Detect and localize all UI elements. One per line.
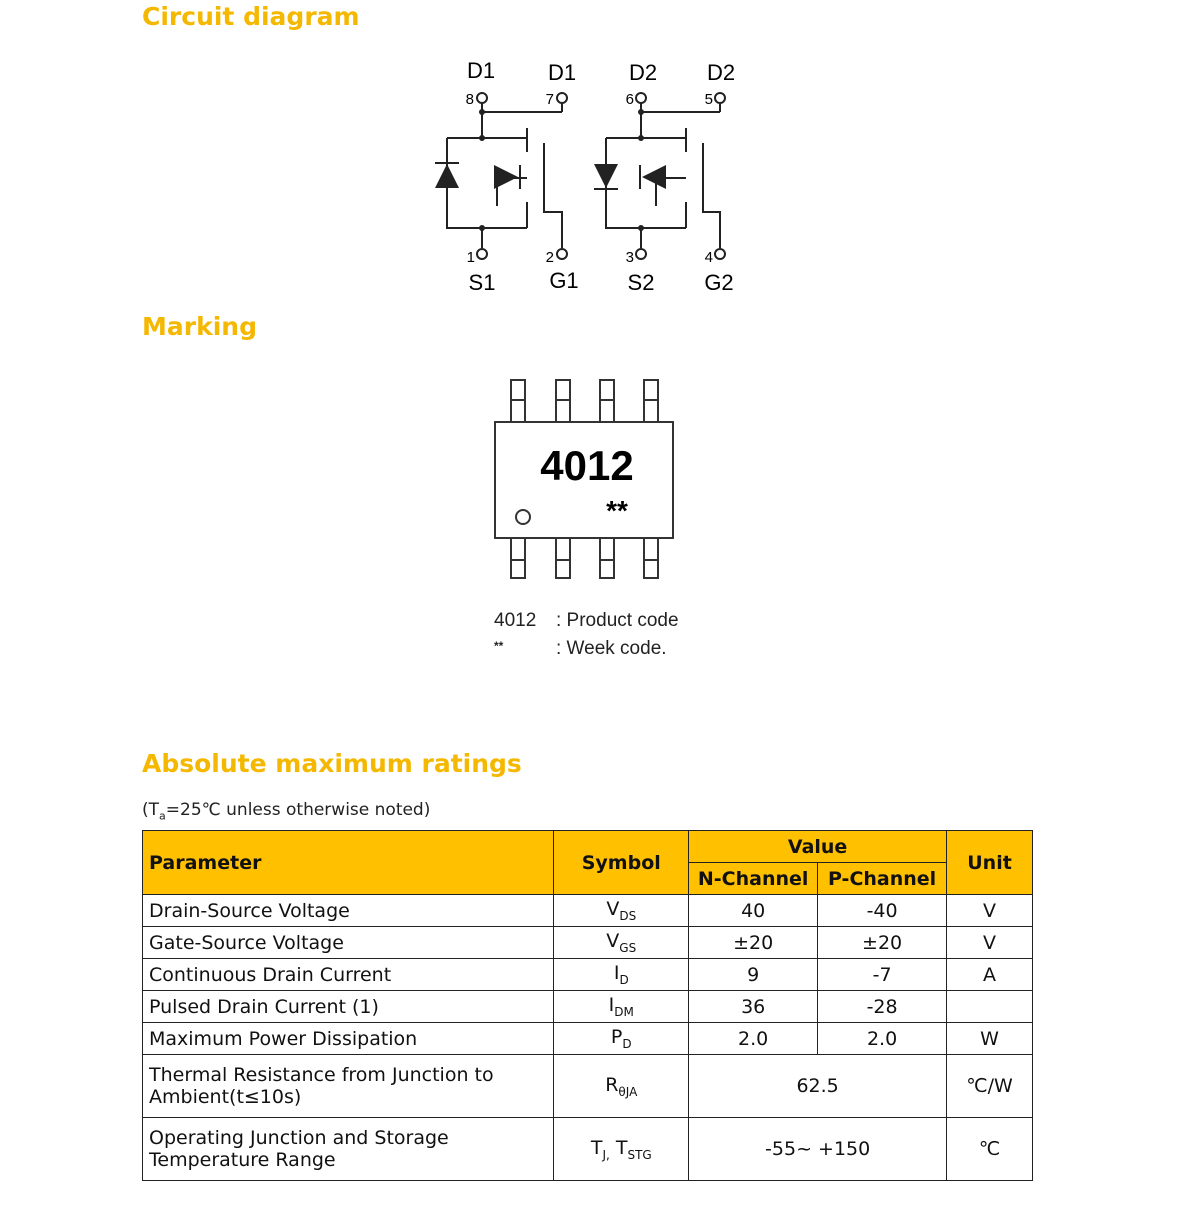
circuit-diagram-heading: Circuit diagram [142,2,360,31]
pin-number-7: 7 [545,91,554,108]
table-row: Thermal Resistance from Junction to Ambient(t≤10s) $R_{\theta JA}$ 62.5 ℃/W [143,1055,1033,1118]
marking-heading: Marking [142,312,257,341]
pin-number-1: 1 [466,249,475,266]
pin-number-8: 8 [465,91,474,108]
pin-label-5: D2 [706,60,736,85]
legend-desc: : Product code [556,610,679,631]
product-code-mark: 4012 [540,442,634,489]
legend-key: ** [494,639,504,653]
header-unit: Unit [947,831,1033,895]
pin-label-4: G2 [704,270,734,295]
table-row: Operating Junction and Storage Temperature Range $T_{J,}$ $T_{STG}$ -55~ +150 ℃ [143,1118,1033,1181]
header-n-channel: N-Channel [689,863,818,895]
header-value: Value [689,831,947,863]
table-row: Continuous Drain Current $I_D$ 9 -7 A [143,959,1033,991]
table-row: Gate-Source Voltage $V_{GS}$ ±20 ±20 V [143,927,1033,959]
pin-number-4: 4 [704,249,713,266]
table-row: Maximum Power Dissipation $P_D$ 2.0 2.0 W [143,1023,1033,1055]
pin-label-2: G1 [549,268,579,293]
ratings-note: ($T_a=25℃$ unless otherwise noted) [142,800,431,823]
ratings-heading: Absolute maximum ratings [142,749,522,778]
legend-desc: : Week code. [556,638,667,659]
pin-number-5: 5 [704,91,713,108]
legend-row [494,638,667,660]
table-row: Pulsed Drain Current (1) $I_{DM}$ 36 -28 [143,991,1033,1023]
pin-label-3: S2 [627,270,655,295]
pin-label-7: D1 [547,60,577,85]
header-symbol: Symbol [554,831,689,895]
ratings-table [142,830,1033,1181]
week-code-mark: ** [606,495,628,526]
pin-number-3: 3 [625,249,634,266]
legend-key: 4012 [494,610,537,631]
header-parameter: Parameter [143,831,554,895]
pin-label-6: D2 [628,60,658,85]
table-row: Drain-Source Voltage $V_{DS}$ 40 -40 V [143,895,1033,927]
legend-row [494,610,679,632]
pin-label-8: D1 [466,58,496,83]
pin-label-1: S1 [468,270,496,295]
pin-number-2: 2 [545,249,554,266]
pin-number-6: 6 [625,91,634,108]
package-marking-drawing [480,370,690,585]
circuit-diagram [430,48,760,303]
header-p-channel: P-Channel [818,863,947,895]
